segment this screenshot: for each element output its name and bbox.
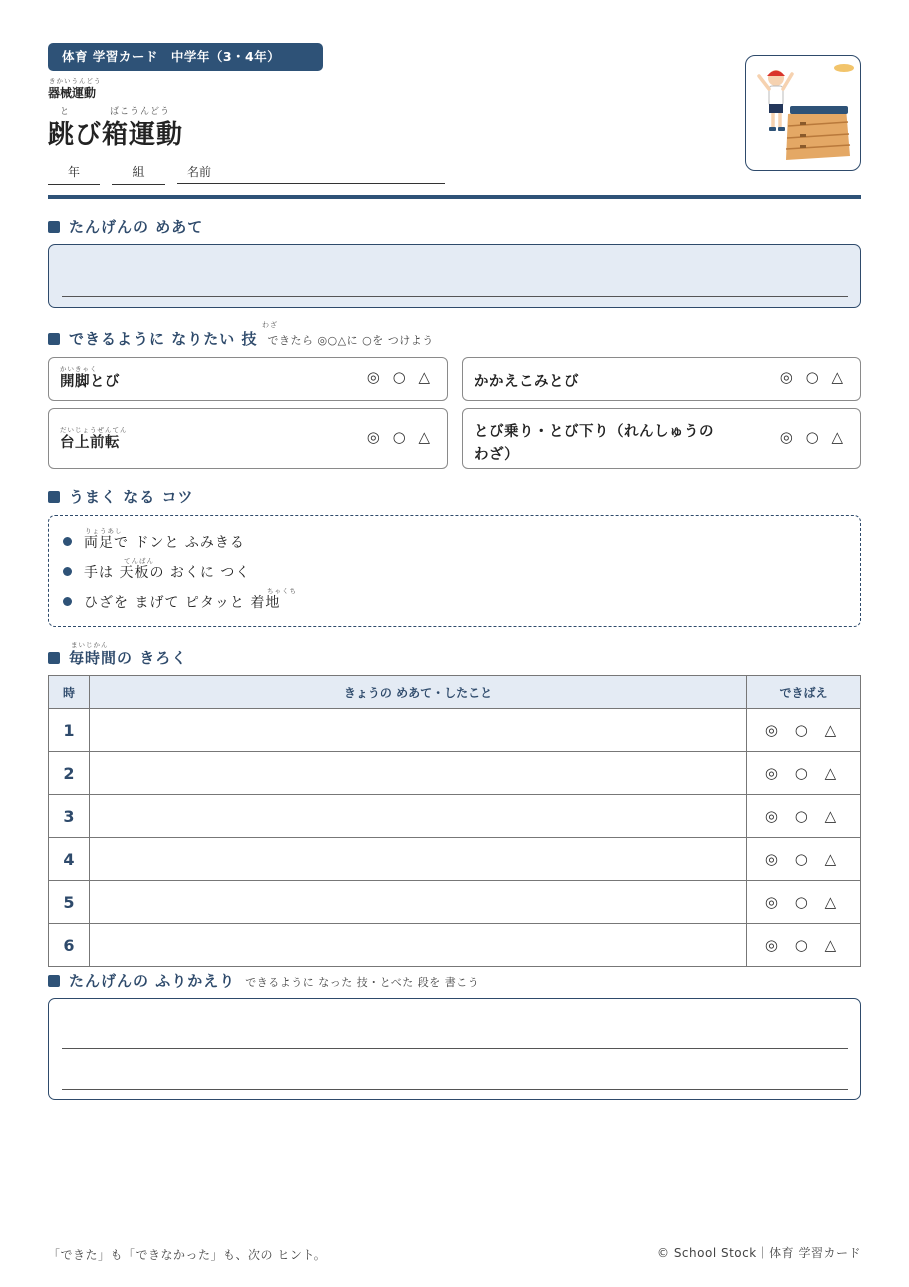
table-header-row <box>49 676 861 709</box>
skill-label: 台上前転 <box>60 435 120 451</box>
result-rating[interactable]: ◎ ○ △ <box>747 881 861 924</box>
result-rating[interactable]: ◎ ○ △ <box>747 795 861 838</box>
table-row <box>49 838 861 881</box>
col-goal: きょうの めあて・したこと <box>90 676 747 709</box>
header-divider <box>48 195 861 199</box>
vaulting-illustration <box>745 55 861 171</box>
tips-heading: うまく なる コツ <box>48 486 193 507</box>
period-number: 2 <box>49 752 90 795</box>
name-label: 名前 <box>187 165 212 179</box>
skills-hint: できたら ◎○△に ○を つけよう <box>267 334 434 347</box>
tips-box <box>48 515 861 627</box>
result-rating[interactable]: ◎ ○ △ <box>747 838 861 881</box>
square-bullet-icon <box>48 221 60 233</box>
skill-label: かかえこみとび <box>474 374 579 390</box>
tip-ruby: ちゃくち <box>267 587 297 595</box>
goal-cell[interactable] <box>90 709 747 752</box>
skill-label: 開脚とび <box>60 374 120 390</box>
year-field[interactable] <box>48 162 100 185</box>
card-badge: 体育 学習カード 中学年（3・4年） <box>48 43 323 71</box>
skill-card[interactable] <box>48 408 448 469</box>
skill-label: とび乗り・とび下り（れんしゅうの <box>474 424 714 440</box>
log-heading: 毎時間の きろく <box>48 647 187 668</box>
skill-card[interactable] <box>462 408 861 469</box>
table-row <box>49 795 861 838</box>
skill-rating[interactable]: ◎ ○ △ <box>366 368 434 386</box>
page-title: 跳び箱運動 <box>48 120 184 150</box>
col-result: できばえ <box>747 676 861 709</box>
footer-hint: 「できた」も「できなかった」も、次の ヒント。 <box>48 1248 327 1262</box>
square-bullet-icon <box>48 491 60 503</box>
skill-rating[interactable]: ◎ ○ △ <box>779 368 847 386</box>
category-label: 器械運動 <box>48 86 97 100</box>
reflection-hint: できるように なった 技・とべた 段を 書こう <box>245 976 480 989</box>
skill-ruby: だいじょうぜんてん <box>60 426 128 434</box>
footer-copyright: © School Stock｜体育 学習カード <box>657 1246 861 1260</box>
tip-item: ひざを まげて ピタッと 着地 <box>63 592 280 612</box>
tip-item: 両足で ドンと ふみきる <box>63 532 245 552</box>
goal-cell[interactable] <box>90 924 747 967</box>
reflection-heading: たんげんの ふりかえり できるように なった 技・とべた 段を 書こう <box>48 970 479 991</box>
goal-cell[interactable] <box>90 838 747 881</box>
skills-heading: できるように なりたい 技 できたら ◎○△に ○を つけよう <box>48 328 434 349</box>
skill-label-line2: わざ） <box>474 447 520 463</box>
bullet-dot-icon <box>63 597 72 606</box>
category-ruby: きかいうんどう <box>49 77 102 85</box>
square-bullet-icon <box>48 652 60 664</box>
log-table <box>48 675 861 967</box>
period-number: 5 <box>49 881 90 924</box>
skill-rating[interactable]: ◎ ○ △ <box>779 428 847 446</box>
period-number: 6 <box>49 924 90 967</box>
skill-rating[interactable]: ◎ ○ △ <box>366 428 434 446</box>
title-ruby-bako: ばこうんどう <box>110 107 171 117</box>
goal-writing-line <box>62 296 848 297</box>
goal-cell[interactable] <box>90 752 747 795</box>
period-number: 1 <box>49 709 90 752</box>
log-heading-ruby: まいじかん <box>71 641 109 649</box>
col-period: 時 <box>49 676 90 709</box>
table-row <box>49 924 861 967</box>
result-rating[interactable]: ◎ ○ △ <box>747 752 861 795</box>
result-rating[interactable]: ◎ ○ △ <box>747 709 861 752</box>
class-label: 組 <box>132 165 145 179</box>
goal-input-box[interactable] <box>48 244 861 308</box>
period-number: 3 <box>49 795 90 838</box>
year-label: 年 <box>67 165 80 179</box>
tip-ruby: りょうあし <box>85 527 123 535</box>
skill-ruby: かいきゃく <box>60 365 98 373</box>
square-bullet-icon <box>48 975 60 987</box>
skills-heading-ruby: わざ <box>262 321 278 329</box>
table-row <box>49 752 861 795</box>
bullet-dot-icon <box>63 567 72 576</box>
goal-cell[interactable] <box>90 795 747 838</box>
tip-item: 手は 天板の おくに つく <box>63 562 250 582</box>
result-rating[interactable]: ◎ ○ △ <box>747 924 861 967</box>
reflection-line <box>62 1089 848 1090</box>
title-ruby-to: と <box>60 107 71 117</box>
table-row <box>49 709 861 752</box>
tip-ruby: てんばん <box>124 557 154 565</box>
square-bullet-icon <box>48 333 60 345</box>
reflection-line <box>62 1048 848 1049</box>
period-number: 4 <box>49 838 90 881</box>
goal-heading: たんげんの めあて <box>48 216 203 237</box>
table-row <box>49 881 861 924</box>
bullet-dot-icon <box>63 537 72 546</box>
skill-card[interactable] <box>462 357 861 401</box>
child-jumping-vaulting-box-illustration <box>746 56 861 171</box>
class-field[interactable] <box>112 162 165 185</box>
name-field[interactable] <box>177 162 445 184</box>
goal-cell[interactable] <box>90 881 747 924</box>
skill-card[interactable] <box>48 357 448 401</box>
reflection-input-box[interactable] <box>48 998 861 1100</box>
